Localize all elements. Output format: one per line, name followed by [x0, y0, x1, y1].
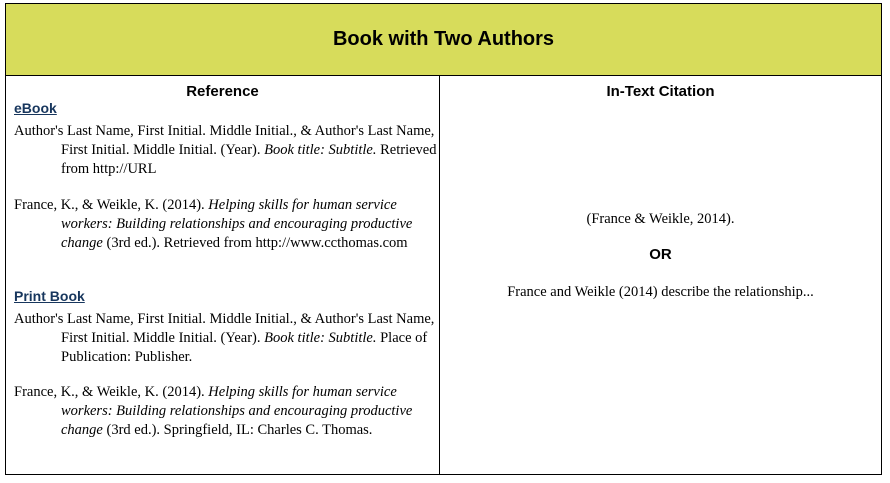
- print-book-subheading: Print Book: [14, 288, 85, 304]
- reference-column: [6, 76, 440, 474]
- in-text-citation-column: [440, 76, 881, 474]
- or-separator: OR: [649, 246, 672, 263]
- ebook-format-entry: [14, 122, 438, 179]
- ebook-example-entry: [14, 196, 438, 253]
- in-text-citation-header: In-Text Citation: [606, 83, 715, 100]
- parenthetical-citation: (France & Weikle, 2014).: [586, 211, 735, 227]
- print-example-authors: France, K., & Weikle, K. (2014).: [14, 384, 209, 400]
- ebook-format-authors: Author's Last Name, First Initial. Middle Initial., & Author's Last Name, First Initial. Middle Initial. (Year).: [14, 123, 435, 158]
- ebook-format-source: Retrieved from http://URL: [61, 142, 437, 177]
- ebook-format-title: Book title: Subtitle.: [264, 142, 377, 158]
- print-example-entry: [14, 383, 438, 440]
- ebook-example-source: (3rd ed.). Retrieved from http://www.ccthomas.com: [102, 235, 408, 251]
- print-format-authors: Author's Last Name, First Initial. Middle Initial., & Author's Last Name, First Initial. Middle Initial. (Year).: [14, 311, 435, 346]
- ebook-example-authors: France, K., & Weikle, K. (2014).: [14, 197, 209, 213]
- ebook-example-title: Helping skills for human service workers: Building relationships and encouraging productive change: [61, 197, 413, 251]
- narrative-citation: France and Weikle (2014) describe the relationship...: [507, 284, 814, 300]
- reference-header: Reference: [186, 83, 259, 100]
- print-format-title: Book title: Subtitle.: [264, 330, 377, 346]
- citation-table: [5, 3, 882, 475]
- print-example-source: (3rd ed.). Springfield, IL: Charles C. Thomas.: [102, 422, 373, 438]
- ebook-subheading: eBook: [14, 100, 57, 116]
- table-title: Book with Two Authors: [6, 4, 881, 76]
- print-example-title: Helping skills for human service workers: Building relationships and encouraging productive change: [61, 384, 413, 438]
- print-format-entry: [14, 310, 438, 367]
- print-format-source: Place of Publication: Publisher.: [61, 330, 428, 365]
